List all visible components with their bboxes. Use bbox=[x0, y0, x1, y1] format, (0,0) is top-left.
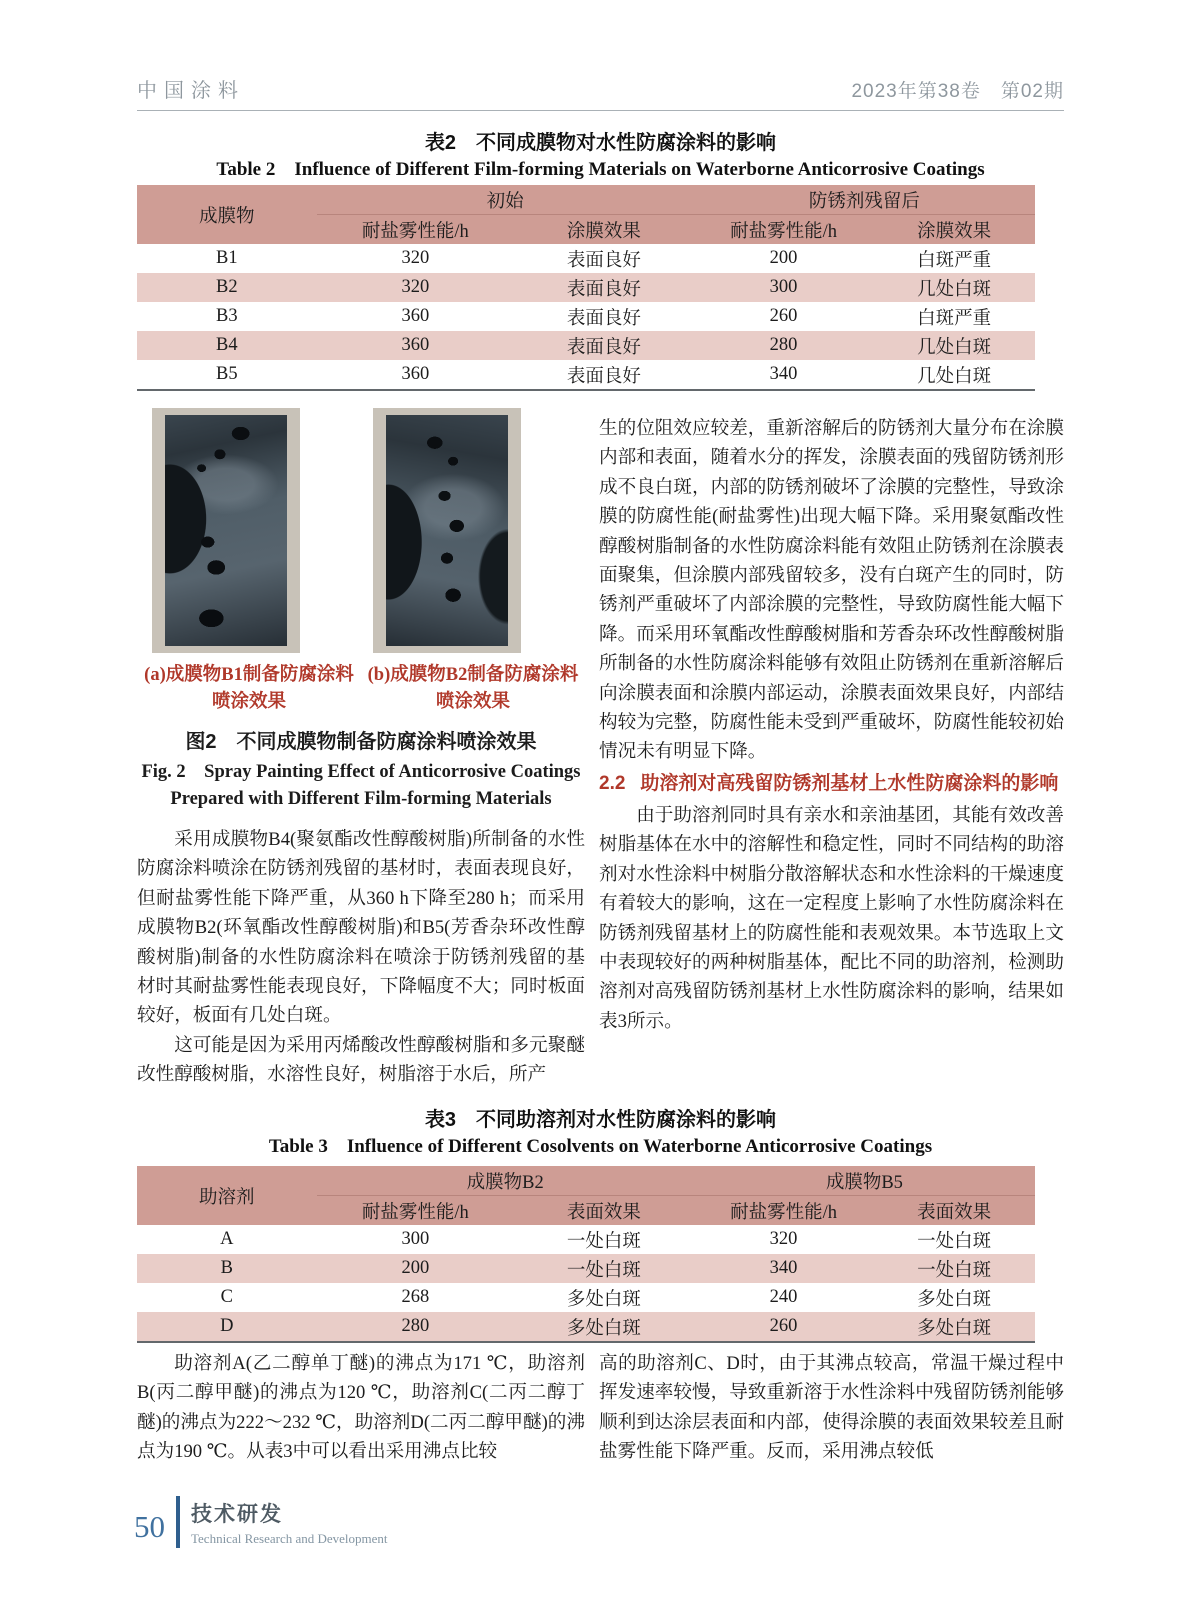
page-footer bbox=[134, 1496, 388, 1548]
body-paragraph: 采用成膜物B4(聚氨酯改性醇酸树脂)所制备的水性防腐涂料喷涂在防锈剂残留的基材时，表面表现良好，但耐盐雾性能下降严重，从360 h下降至280 h；而采用成膜物B2(环氧酯改性醇酸树脂)和B5(芳香杂环改性醇酸树脂)制备的水性防腐涂料在喷涂于防锈剂残留的基材时其耐盐雾性能表现良好，下降幅度不大；同时板面较好，板面有几处白斑。 bbox=[137, 829, 585, 1027]
subcaption-b-line1: (b)成膜物B2制备防腐涂料 bbox=[367, 665, 579, 685]
section-number: 2.2 bbox=[599, 772, 626, 794]
table-cell: 多处白斑 bbox=[873, 1312, 1035, 1342]
table-cell: 280 bbox=[694, 331, 874, 360]
bottom-body bbox=[137, 1349, 1064, 1467]
table2-group-row bbox=[137, 185, 1035, 215]
body-paragraph: 生的位阻效应较差，重新溶解后的防锈剂大量分布在涂膜内部和表面，随着水分的挥发，涂膜表面的残留防锈剂形成不良白斑，内部的防锈剂破坏了涂膜的完整性，导致涂膜的防腐性能(耐盐雾性)出现大幅下降。采用聚氨酯改性醇酸树脂制备的水性防腐涂料能有效阻止防锈剂在涂膜表面聚集，但涂膜内部残留较多，没有白斑产生的同时，防锈剂严重破坏了内部涂膜的完整性，导致防腐性能大幅下降。而采用环氧酯改性醇酸树脂和芳香杂环改性醇酸树脂所制备的水性防腐涂料能够有效阻止防锈剂在重新溶解后向涂膜表面和涂膜内部运动，涂膜表面效果良好，内部结构较为完整，防腐性能未受到严重破坏，防腐性能较初始情况未有明显下降。 bbox=[599, 418, 1064, 763]
table-cell: 多处白斑 bbox=[917, 1289, 992, 1310]
table-row bbox=[137, 1312, 1035, 1342]
table-cell: 340 bbox=[694, 1254, 874, 1283]
table-cell: 多处白斑 bbox=[566, 1289, 641, 1310]
table-3 bbox=[137, 1166, 1035, 1343]
table-cell: 280 bbox=[317, 1312, 515, 1342]
table-cell: 一处白斑 bbox=[514, 1254, 694, 1283]
table-cell: 200 bbox=[769, 248, 798, 268]
table-cell: 表面良好 bbox=[566, 250, 641, 271]
body-paragraph: 高的助溶剂C、D时，由于其沸点较高，常温干燥过程中挥发速率较慢，导致重新溶于水性涂料中残留防锈剂能够顺利到达涂层表面和内部，使得涂膜的表面效果较差且耐盐雾性能下降严重。反而，采用沸点较低 bbox=[599, 1353, 1064, 1463]
footer-section-en: Technical Research and Development bbox=[191, 1530, 388, 1546]
table-cell: 200 bbox=[317, 1254, 515, 1283]
table-cell: A bbox=[220, 1229, 234, 1249]
right-column bbox=[599, 408, 1064, 1090]
table-cell: 一处白斑 bbox=[566, 1231, 641, 1252]
footer-section-zh: 技术研发 bbox=[191, 1502, 283, 1526]
table-cell: 320 bbox=[401, 248, 430, 268]
body-paragraph: 助溶剂A(乙二醇单丁醚)的沸点为171 ℃，助溶剂B(丙二醇甲醚)的沸点为120 ℃，助溶剂C(二丙二醇丁醚)的沸点为222～232 ℃，助溶剂D(二丙二醇甲醚)的沸点为190 ℃。从表3中可以看出采用沸点比较 bbox=[137, 1353, 585, 1463]
table-cell: 360 bbox=[401, 364, 430, 384]
table2-group2: 防锈剂残留后 bbox=[694, 185, 1035, 215]
table3-group-row bbox=[137, 1166, 1035, 1196]
table-row bbox=[137, 244, 1035, 273]
table3-caption-zh: 表3 不同助溶剂对水性防腐涂料的影响 bbox=[424, 1109, 777, 1131]
table-cell: 360 bbox=[317, 331, 515, 360]
table-row bbox=[137, 1283, 1035, 1312]
table-cell: 几处白斑 bbox=[873, 331, 1035, 360]
footer-section bbox=[191, 1498, 388, 1547]
table-cell: 一处白斑 bbox=[873, 1254, 1035, 1283]
table3-group2: 成膜物B5 bbox=[694, 1166, 1035, 1196]
table-cell: 340 bbox=[769, 364, 798, 384]
section-title: 助溶剂对高残留防锈剂基材上水性防腐涂料的影响 bbox=[640, 772, 1059, 794]
table-cell: 320 bbox=[769, 1229, 798, 1249]
table-cell: B5 bbox=[216, 364, 238, 384]
subcaption-a-line1: (a)成膜物B1制备防腐涂料 bbox=[144, 665, 354, 685]
table-cell: 白斑严重 bbox=[917, 308, 992, 329]
table-row bbox=[137, 331, 1035, 360]
table3-subcol: 耐盐雾性能/h bbox=[317, 1196, 515, 1226]
table-2 bbox=[137, 185, 1035, 391]
body-paragraph: 由于助溶剂同时具有亲水和亲油基团，其能有效改善树脂基体在水中的溶解性和稳定性，同时不同结构的助溶剂对水性涂料中树脂分散溶解状态和水性涂料的干燥速度有着较大的影响，这在一定程度上影响了水性防腐涂料在防锈剂残留基材上的防腐性能和表观效果。本节选取上文中表现较好的两种树脂基体，配比不同的助溶剂，检测助溶剂对高残留防锈剂基材上水性防腐涂料的影响，结果如表3所示。 bbox=[599, 804, 1064, 1032]
table-row bbox=[137, 273, 1035, 302]
figure2-caption-zh: 图2 不同成膜物制备防腐涂料喷涂效果 bbox=[185, 731, 537, 753]
subcaption-a-line2: 喷涂效果 bbox=[211, 692, 286, 712]
table3-group1: 成膜物B2 bbox=[317, 1166, 694, 1196]
running-head bbox=[137, 74, 1064, 111]
table2-subcol: 耐盐雾性能/h bbox=[694, 215, 874, 245]
table2-rowhead: 成膜物 bbox=[137, 185, 317, 244]
table3-subcol: 表面效果 bbox=[514, 1196, 694, 1226]
table2-subcol: 涂膜效果 bbox=[873, 215, 1035, 245]
figure2-caption-en-line2: Prepared with Different Film-forming Materials bbox=[170, 789, 552, 809]
table-cell: B4 bbox=[137, 331, 317, 360]
table-cell: 240 bbox=[769, 1287, 798, 1307]
table-cell: 360 bbox=[401, 306, 430, 326]
table-cell: 表面良好 bbox=[566, 308, 641, 329]
table-row bbox=[137, 360, 1035, 390]
table-cell: 268 bbox=[401, 1287, 430, 1307]
section-heading-2-2 bbox=[599, 769, 1064, 799]
table2-subcol: 涂膜效果 bbox=[514, 215, 694, 245]
table-cell: 表面良好 bbox=[514, 273, 694, 302]
subcaption-a bbox=[137, 662, 361, 716]
subcaption-b-line2: 喷涂效果 bbox=[435, 692, 510, 712]
table2-caption-zh: 表2 不同成膜物对水性防腐涂料的影响 bbox=[424, 132, 777, 154]
table3-rowhead: 助溶剂 bbox=[137, 1166, 317, 1225]
photo-panel-b1 bbox=[152, 408, 300, 653]
table-cell: 300 bbox=[401, 1229, 430, 1249]
table2-group1: 初始 bbox=[317, 185, 694, 215]
table-row bbox=[137, 1225, 1035, 1254]
table-cell: 320 bbox=[317, 273, 515, 302]
table3-subcol: 表面效果 bbox=[873, 1196, 1035, 1226]
table-cell: 表面良好 bbox=[566, 366, 641, 387]
table-cell: 白斑严重 bbox=[917, 250, 992, 271]
table-cell: 260 bbox=[694, 1312, 874, 1342]
table-cell: B1 bbox=[216, 248, 238, 268]
table2-subcol: 耐盐雾性能/h bbox=[317, 215, 515, 245]
bottom-right-column bbox=[599, 1349, 1064, 1467]
table-cell: 表面良好 bbox=[514, 331, 694, 360]
coated-panel-image-b bbox=[386, 415, 508, 646]
issue-info: 2023年第38卷 第02期 bbox=[851, 81, 1064, 102]
table-cell: B2 bbox=[137, 273, 317, 302]
table-cell: C bbox=[220, 1287, 233, 1307]
bottom-left-column bbox=[137, 1349, 585, 1467]
photo-panel-b2 bbox=[373, 408, 521, 653]
table-cell: 几处白斑 bbox=[917, 366, 992, 387]
table-cell: 多处白斑 bbox=[514, 1312, 694, 1342]
table-cell: 一处白斑 bbox=[917, 1231, 992, 1252]
figure2-photos bbox=[137, 408, 585, 653]
table3-subcol: 耐盐雾性能/h bbox=[694, 1196, 874, 1226]
table-cell: B3 bbox=[216, 306, 238, 326]
table-cell: 300 bbox=[694, 273, 874, 302]
subcaption-b bbox=[361, 662, 585, 716]
table2-caption-en: Table 2 Influence of Different Film-forming Materials on Waterborne Anticorrosive Coatings bbox=[216, 159, 985, 180]
figure2-caption-en bbox=[137, 759, 585, 813]
main-body bbox=[137, 408, 1064, 1090]
table-row bbox=[137, 302, 1035, 331]
page-number: 50 bbox=[134, 1509, 165, 1544]
left-column bbox=[137, 408, 585, 1090]
table-cell: 260 bbox=[769, 306, 798, 326]
table-cell: D bbox=[137, 1312, 317, 1342]
table-cell: 几处白斑 bbox=[873, 273, 1035, 302]
journal-name: 中国涂料 bbox=[137, 80, 245, 102]
figure2-subcaptions bbox=[137, 662, 585, 716]
table-cell: B bbox=[137, 1254, 317, 1283]
body-paragraph: 这可能是因为采用丙烯酸改性醇酸树脂和多元聚醚改性醇酸树脂，水溶性良好，树脂溶于水后，所产 bbox=[137, 1034, 585, 1086]
coated-panel-image-a bbox=[165, 415, 287, 646]
footer-divider-bar bbox=[176, 1496, 180, 1548]
table-row bbox=[137, 1254, 1035, 1283]
figure2-caption-en-line1: Fig. 2 Spray Painting Effect of Anticorrosive Coatings bbox=[141, 762, 581, 782]
table3-caption-en: Table 3 Influence of Different Cosolvents on Waterborne Anticorrosive Coatings bbox=[268, 1136, 933, 1157]
